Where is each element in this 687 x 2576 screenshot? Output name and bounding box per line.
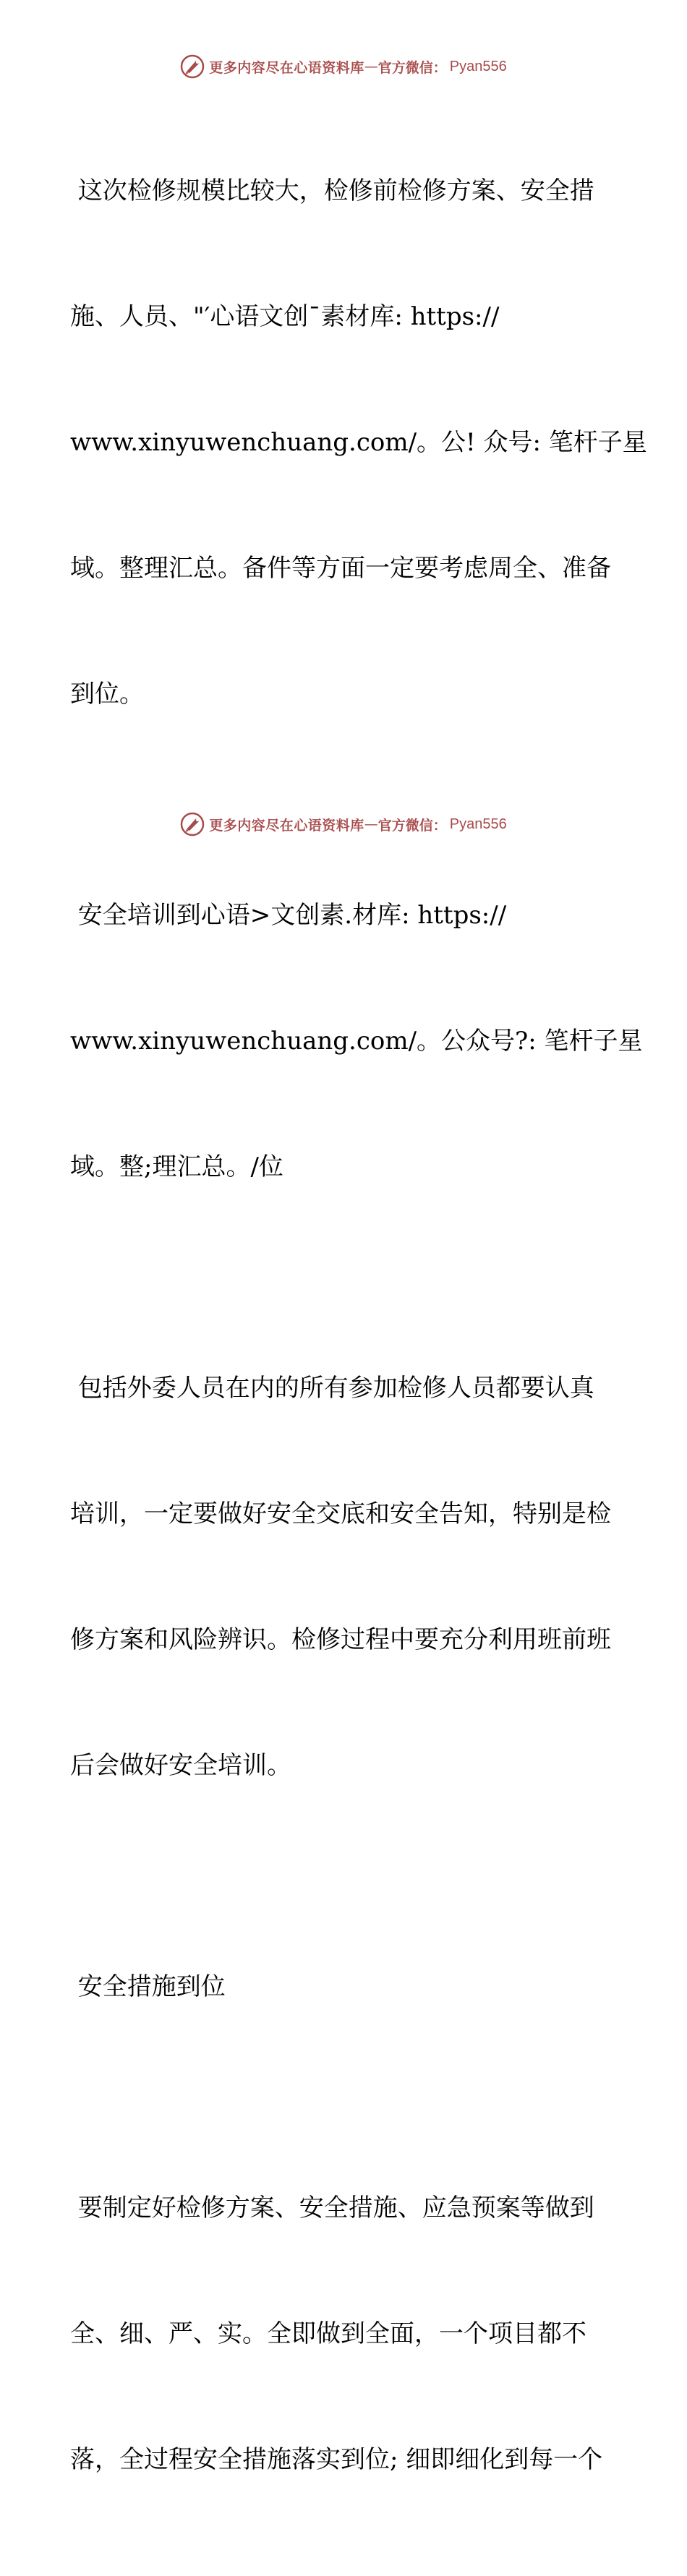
text-line: 安全培训到心语>文创素.材库: https:// [70,901,507,930]
header-official-label: 官方微信： [377,59,447,76]
paragraph-5 [70,2103,620,2564]
footer-watermark [0,808,687,840]
paragraph-3 [70,1283,620,1870]
text-line: 到位。 [70,680,144,709]
text-line: 域。整;理汇总。/位 [70,1152,283,1181]
footer-watermark-text: 更多内容尽在心语资料库 [209,817,364,834]
footer-dash: — [364,816,378,832]
text-line: 这次检修规模比较大，检修前检修方案、安全措 [70,176,594,205]
header-dash: — [364,59,378,74]
text-line: 施、人员、"′心语文创¯素材库: https:// [70,302,500,331]
text-line: 安全措施到位 [70,1972,226,2001]
document-body [70,86,647,2576]
text-line: 包括外委人员在内的所有参加检修人员都要认真 [70,1374,594,1403]
footer-account: Pyan556 [449,816,507,832]
text-line: www.xinyuwenchuang.com/。公众号?: 笔杆子星 [70,1027,643,1056]
pen-logo-icon [180,812,205,836]
text-line: 要制定好检修方案、安全措施、应急预案等做到 [70,2194,594,2222]
text-line: 修方案和风险辨识。检修过程中要充分利用班前班 [70,1625,611,1654]
text-line: www.xinyuwenchuang.com/。公! 众号: 笔杆子星 [70,428,647,457]
text-line: 培训，一定要做好安全交底和安全告知，特别是检 [70,1499,611,1528]
header-watermark-text: 更多内容尽在心语资料库 [209,59,364,76]
header-watermark [0,51,687,82]
text-line: 落，全过程安全措施落实到位; 细即细化到每一个 [70,2445,603,2474]
text-line: 后会做好安全培训。 [70,1751,291,1780]
paragraph-1 [70,86,647,799]
text-line: 域。整理汇总。备件等方面一定要考虑周全、准备 [70,554,611,583]
text-line: 全、细、严、实。全即做到全面，一个项目都不 [70,2319,586,2348]
pen-logo-icon [180,54,205,79]
paragraph-2 [70,810,643,1272]
footer-official-label: 官方微信： [377,817,447,834]
paragraph-4-heading [70,1882,620,2092]
header-account: Pyan556 [449,58,507,74]
